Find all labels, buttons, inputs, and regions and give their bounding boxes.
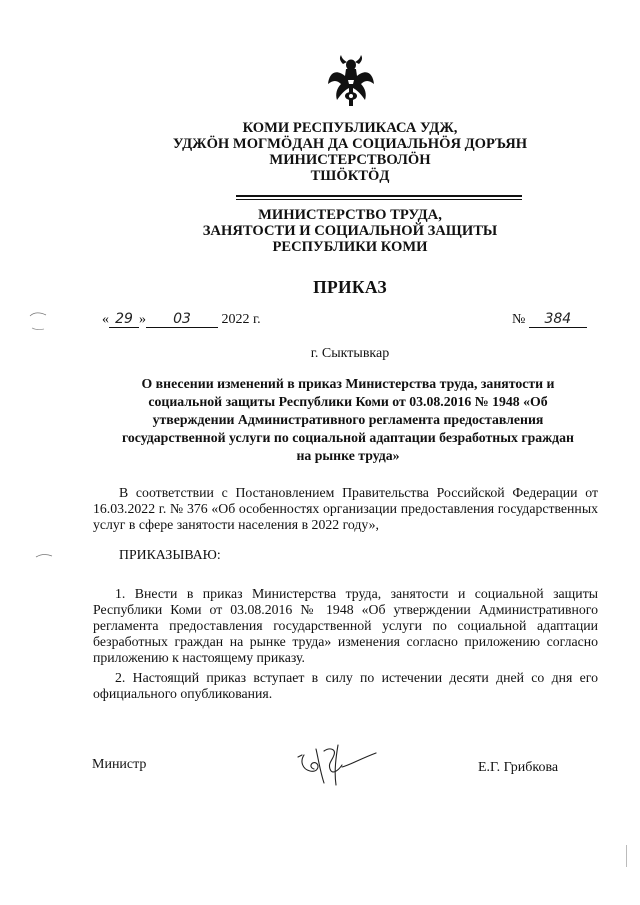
- order-number: [512, 311, 587, 328]
- order-date: [102, 311, 261, 328]
- number-value: 384: [529, 311, 587, 328]
- subject-line: О внесении изменений в приказ Министерства труда, занятости и: [141, 376, 555, 391]
- document-title: ПРИКАЗ: [313, 277, 387, 297]
- header-ru-line: МИНИСТЕРСТВО ТРУДА,: [258, 207, 442, 223]
- header-russian: [140, 207, 560, 255]
- header-komi-line: УДЖӦН МОГМӦДАН ДА СОЦИАЛЬНӦЯ ДОРЪЯН: [172, 136, 528, 152]
- signature-role: Министр: [92, 757, 147, 772]
- handwritten-signature-icon: [290, 737, 380, 789]
- header-komi-line: КОМИ РЕСПУБЛИКАСА УДЖ,: [242, 120, 458, 136]
- subject-line: социальной защиты Республики Коми от 03.08.2016 № 1948 «Об: [148, 394, 548, 409]
- number-label: №: [512, 312, 526, 327]
- date-open-quote: «: [102, 312, 109, 327]
- order-word: ПРИКАЗЫВАЮ:: [119, 547, 221, 562]
- header-komi: [140, 120, 560, 184]
- basis-paragraph: В соответствии с Постановлением Правительства Российской Федерации от 16.03.2022 г. № 376 «Об особенностях организации предоставления государственных услуг в сфере занятости населения в 2022 году»,: [93, 485, 598, 532]
- header-divider: [236, 195, 522, 197]
- order-item-2: 2. Настоящий приказ вступает в силу по истечении десяти дней со дня его официального опубликования.: [93, 670, 598, 701]
- signatory-name: Е.Г. Грибкова: [478, 760, 559, 775]
- order-subject: [98, 375, 598, 465]
- city: г. Сыктывкар: [310, 346, 390, 361]
- order-item-1: 1. Внести в приказ Министерства труда, занятости и социальной защиты Республики Коми от 03.08.2016 № 1948 «Об утверждении Административного регламента предоставления государственной услуги по социальной адаптации безработных граждан на рынке труда» изменения согласно приложению согласно приложению к настоящему приказу.: [93, 586, 598, 665]
- header-divider-thin: [236, 199, 522, 200]
- scan-artifact-icon: [34, 552, 54, 560]
- subject-line: утверждении Административного регламента предоставления: [152, 412, 544, 427]
- header-komi-line: МИНИСТЕРСТВОЛӦН: [269, 152, 431, 168]
- header-komi-line: ТШӦКТӦД: [310, 168, 390, 184]
- subject-line: на рынке труда»: [296, 448, 400, 463]
- date-close-quote: »: [139, 312, 146, 327]
- komi-republic-emblem-icon: [327, 54, 375, 110]
- date-month: 03: [146, 311, 218, 328]
- header-ru-line: РЕСПУБЛИКИ КОМИ: [272, 239, 428, 255]
- subject-line: государственной услуги по социальной адаптации безработных граждан: [121, 430, 575, 445]
- scan-edge-mark: [626, 845, 627, 867]
- header-ru-line: ЗАНЯТОСТИ И СОЦИАЛЬНОЙ ЗАЩИТЫ: [202, 223, 498, 239]
- date-year: 2022 г.: [221, 312, 261, 327]
- scan-artifact-icon: [28, 310, 48, 332]
- date-day: 29: [109, 311, 139, 328]
